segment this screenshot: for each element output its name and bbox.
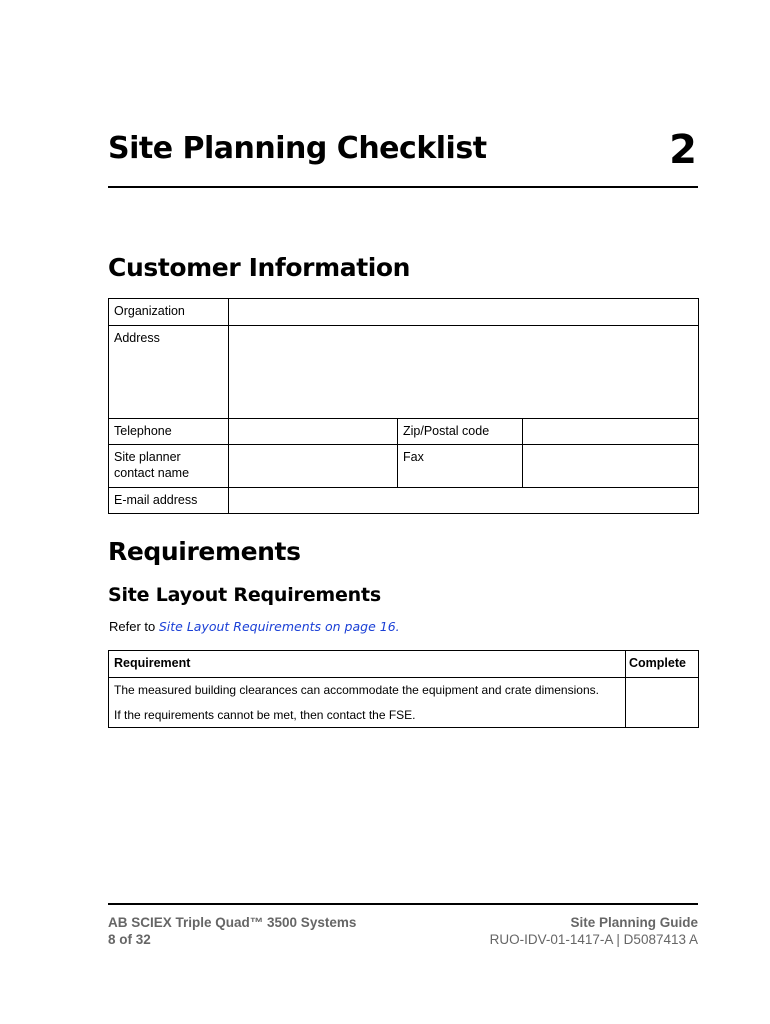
zip-field[interactable] [523,419,699,445]
footer-product-name: AB SCIEX Triple Quad™ 3500 Systems [108,915,357,930]
requirement-note: If the requirements cannot be met, then contact the FSE. [114,708,416,722]
chapter-title: Site Planning Checklist [108,131,487,166]
address-field[interactable] [229,326,699,419]
address-label: Address [109,326,229,419]
site-layout-requirements-link[interactable]: Site Layout Requirements on page 16 [158,619,396,634]
telephone-label: Telephone [109,419,229,445]
footer-left [108,914,356,948]
footer-divider [108,903,698,905]
refer-prefix: Refer to [109,619,159,634]
site-layout-requirements-heading: Site Layout Requirements [108,584,382,606]
footer-guide-title: Site Planning Guide [570,915,698,930]
email-field[interactable] [229,488,699,514]
organization-label: Organization [109,299,229,326]
requirement-column-header: Requirement [109,651,626,678]
title-divider [108,186,698,188]
complete-column-header: Complete [626,651,699,678]
refer-text [109,619,400,634]
telephone-field[interactable] [229,419,398,445]
contact-name-label: Site planner contact name [109,445,229,488]
fax-label: Fax [398,445,523,488]
site-layout-requirements-table [108,650,699,728]
fax-field[interactable] [523,445,699,488]
zip-label: Zip/Postal code [398,419,523,445]
footer-right [490,914,698,948]
chapter-number: 2 [669,127,697,173]
contact-name-field[interactable] [229,445,398,488]
requirements-heading: Requirements [108,537,301,566]
organization-field[interactable] [229,299,699,326]
footer-page-number: 8 of 32 [108,932,151,947]
customer-information-table [108,298,699,514]
requirement-text: The measured building clearances can accommodate the equipment and crate dimensions. [114,683,599,697]
customer-information-heading: Customer Information [108,253,411,282]
footer-document-id: RUO-IDV-01-1417-A | D5087413 A [489,932,698,947]
requirement-cell [109,678,626,728]
complete-checkbox-cell[interactable] [626,678,699,728]
refer-suffix: . [395,619,400,634]
table-row [109,678,699,728]
email-label: E-mail address [109,488,229,514]
